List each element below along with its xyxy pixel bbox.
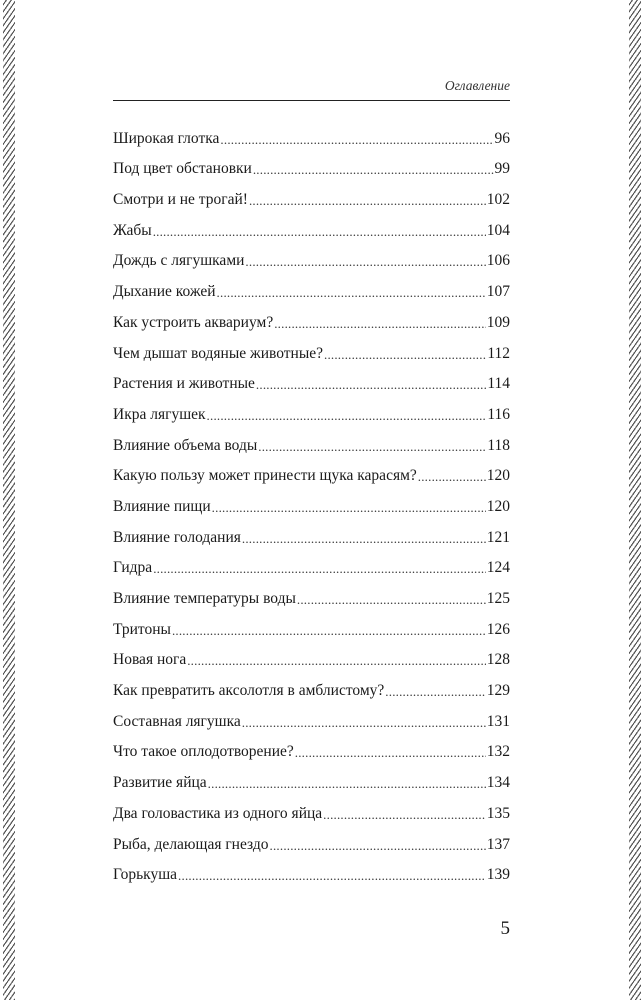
toc-entry-title: Тритоны	[113, 620, 171, 638]
toc-entry-page: 116	[487, 405, 510, 423]
toc-entry-page: 109	[486, 313, 510, 331]
toc-leader-dots	[385, 684, 485, 700]
toc-leader-dots	[242, 715, 486, 731]
toc-entry-title: Рыба, делающая гнездо	[113, 835, 269, 853]
toc-entry	[113, 516, 510, 547]
toc-leader-dots	[220, 132, 493, 148]
toc-entry-title: Что такое оплодотворение?	[113, 743, 294, 761]
toc-entry-title: Чем дышат водяные животные?	[113, 344, 323, 362]
toc-entry-title: Как превратить аксолотля в амблистому?	[113, 682, 385, 700]
toc-leader-dots	[208, 776, 486, 792]
toc-entry	[113, 209, 510, 240]
toc-entry	[113, 577, 510, 608]
toc-entry-page: 112	[487, 344, 510, 362]
toc-leader-dots	[253, 162, 494, 178]
toc-entry-title: Дыхание кожей	[113, 283, 216, 301]
toc-entry	[113, 148, 510, 179]
toc-entry-title: Развитие яйца	[113, 774, 207, 792]
toc-entry-title: Под цвет обстановки	[113, 160, 252, 178]
toc-entry-page: 126	[486, 620, 510, 638]
running-header	[113, 76, 510, 101]
toc-entry-page: 114	[487, 375, 510, 393]
toc-leader-dots	[178, 868, 486, 884]
toc-leader-dots	[187, 653, 486, 669]
page-number: 5	[500, 918, 510, 939]
toc-entry-title: Горькуша	[113, 866, 178, 884]
toc-entry-page: 128	[486, 651, 510, 669]
toc-entry-page: 137	[486, 835, 510, 853]
toc-entry-title: Как устроить аквариум?	[113, 313, 274, 331]
toc-entry-page: 132	[486, 743, 510, 761]
toc-entry-page: 125	[486, 590, 510, 607]
toc-entry-title: Составная лягушка	[113, 712, 241, 730]
toc-entry-title: Влияние голодания	[113, 528, 241, 546]
toc-leader-dots	[217, 285, 486, 301]
toc-entry	[113, 608, 510, 639]
toc-leader-dots	[249, 193, 486, 209]
toc-entry-page: 102	[486, 191, 510, 209]
toc-entry-page: 135	[486, 804, 510, 822]
toc-entry	[113, 270, 510, 301]
toc-entry-title: Влияние пищи	[113, 497, 211, 515]
toc-entry	[113, 761, 510, 792]
toc-leader-dots	[270, 838, 486, 854]
toc-leader-dots	[207, 408, 487, 424]
toc-entry	[113, 332, 510, 363]
toc-entry	[113, 792, 510, 823]
toc-entry-page: 124	[486, 559, 510, 577]
toc-entry-page: 107	[486, 283, 510, 301]
toc-entry	[113, 485, 510, 516]
toc-leader-dots	[324, 347, 486, 363]
toc-entry	[113, 117, 510, 148]
toc-entry-title: Влияние объема воды	[113, 436, 258, 454]
toc-entry-page: 120	[486, 497, 510, 515]
toc-entry-title: Дождь с лягушками	[113, 252, 245, 270]
toc-entry	[113, 178, 510, 209]
toc-entry-title: Новая нога	[113, 651, 187, 669]
toc-entry-page: 129	[486, 682, 510, 700]
toc-entry	[113, 393, 510, 424]
toc-entry-page: 106	[486, 252, 510, 270]
toc-entry-page: 131	[486, 712, 510, 730]
toc-entry-title: Гидра	[113, 559, 153, 577]
toc-entry-title: Икра лягушек	[113, 405, 206, 423]
toc-entry	[113, 547, 510, 578]
toc-entry-page: 118	[487, 436, 510, 454]
toc-leader-dots	[258, 439, 486, 455]
toc-entry-title: Влияние температуры воды	[113, 590, 296, 607]
toc-leader-dots	[418, 469, 486, 485]
toc-entry-page: 104	[486, 221, 510, 239]
toc-entry	[113, 363, 510, 394]
toc-leader-dots	[274, 316, 486, 332]
toc-entry-page: 121	[486, 528, 510, 546]
toc-entry	[113, 854, 510, 885]
toc-entry	[113, 731, 510, 762]
toc-leader-dots	[245, 254, 485, 270]
toc-entry	[113, 823, 510, 854]
toc-leader-dots	[212, 500, 486, 516]
toc-entry	[113, 455, 510, 486]
table-of-contents	[113, 117, 510, 884]
toc-entry-title: Какую пользу может принести щука карасям?	[113, 467, 417, 485]
toc-entry	[113, 301, 510, 332]
toc-entry-title: Растения и животные	[113, 375, 255, 393]
toc-entry	[113, 700, 510, 731]
toc-entry-page: 99	[494, 160, 510, 178]
toc-leader-dots	[172, 623, 486, 639]
right-border-ornament	[629, 0, 641, 1000]
toc-leader-dots	[297, 592, 486, 608]
toc-leader-dots	[295, 745, 486, 761]
left-border-ornament	[3, 0, 15, 1000]
toc-entry-title: Смотри и не трогай!	[113, 191, 248, 209]
toc-entry-title: Два головастика из одного яйца	[113, 804, 323, 822]
toc-entry-page: 120	[486, 467, 510, 485]
toc-entry-title: Широкая глотка	[113, 129, 220, 147]
toc-entry	[113, 639, 510, 670]
toc-entry-page: 139	[486, 866, 510, 884]
toc-leader-dots	[242, 531, 486, 547]
toc-entry	[113, 424, 510, 455]
toc-entry-page: 134	[486, 774, 510, 792]
toc-entry	[113, 669, 510, 700]
header-title: Оглавление	[444, 78, 510, 93]
toc-leader-dots	[323, 807, 486, 823]
toc-entry-title: Жабы	[113, 221, 152, 239]
toc-leader-dots	[256, 377, 486, 393]
toc-entry	[113, 240, 510, 271]
toc-entry-page: 96	[494, 129, 510, 147]
toc-leader-dots	[153, 224, 486, 240]
toc-leader-dots	[153, 561, 486, 577]
